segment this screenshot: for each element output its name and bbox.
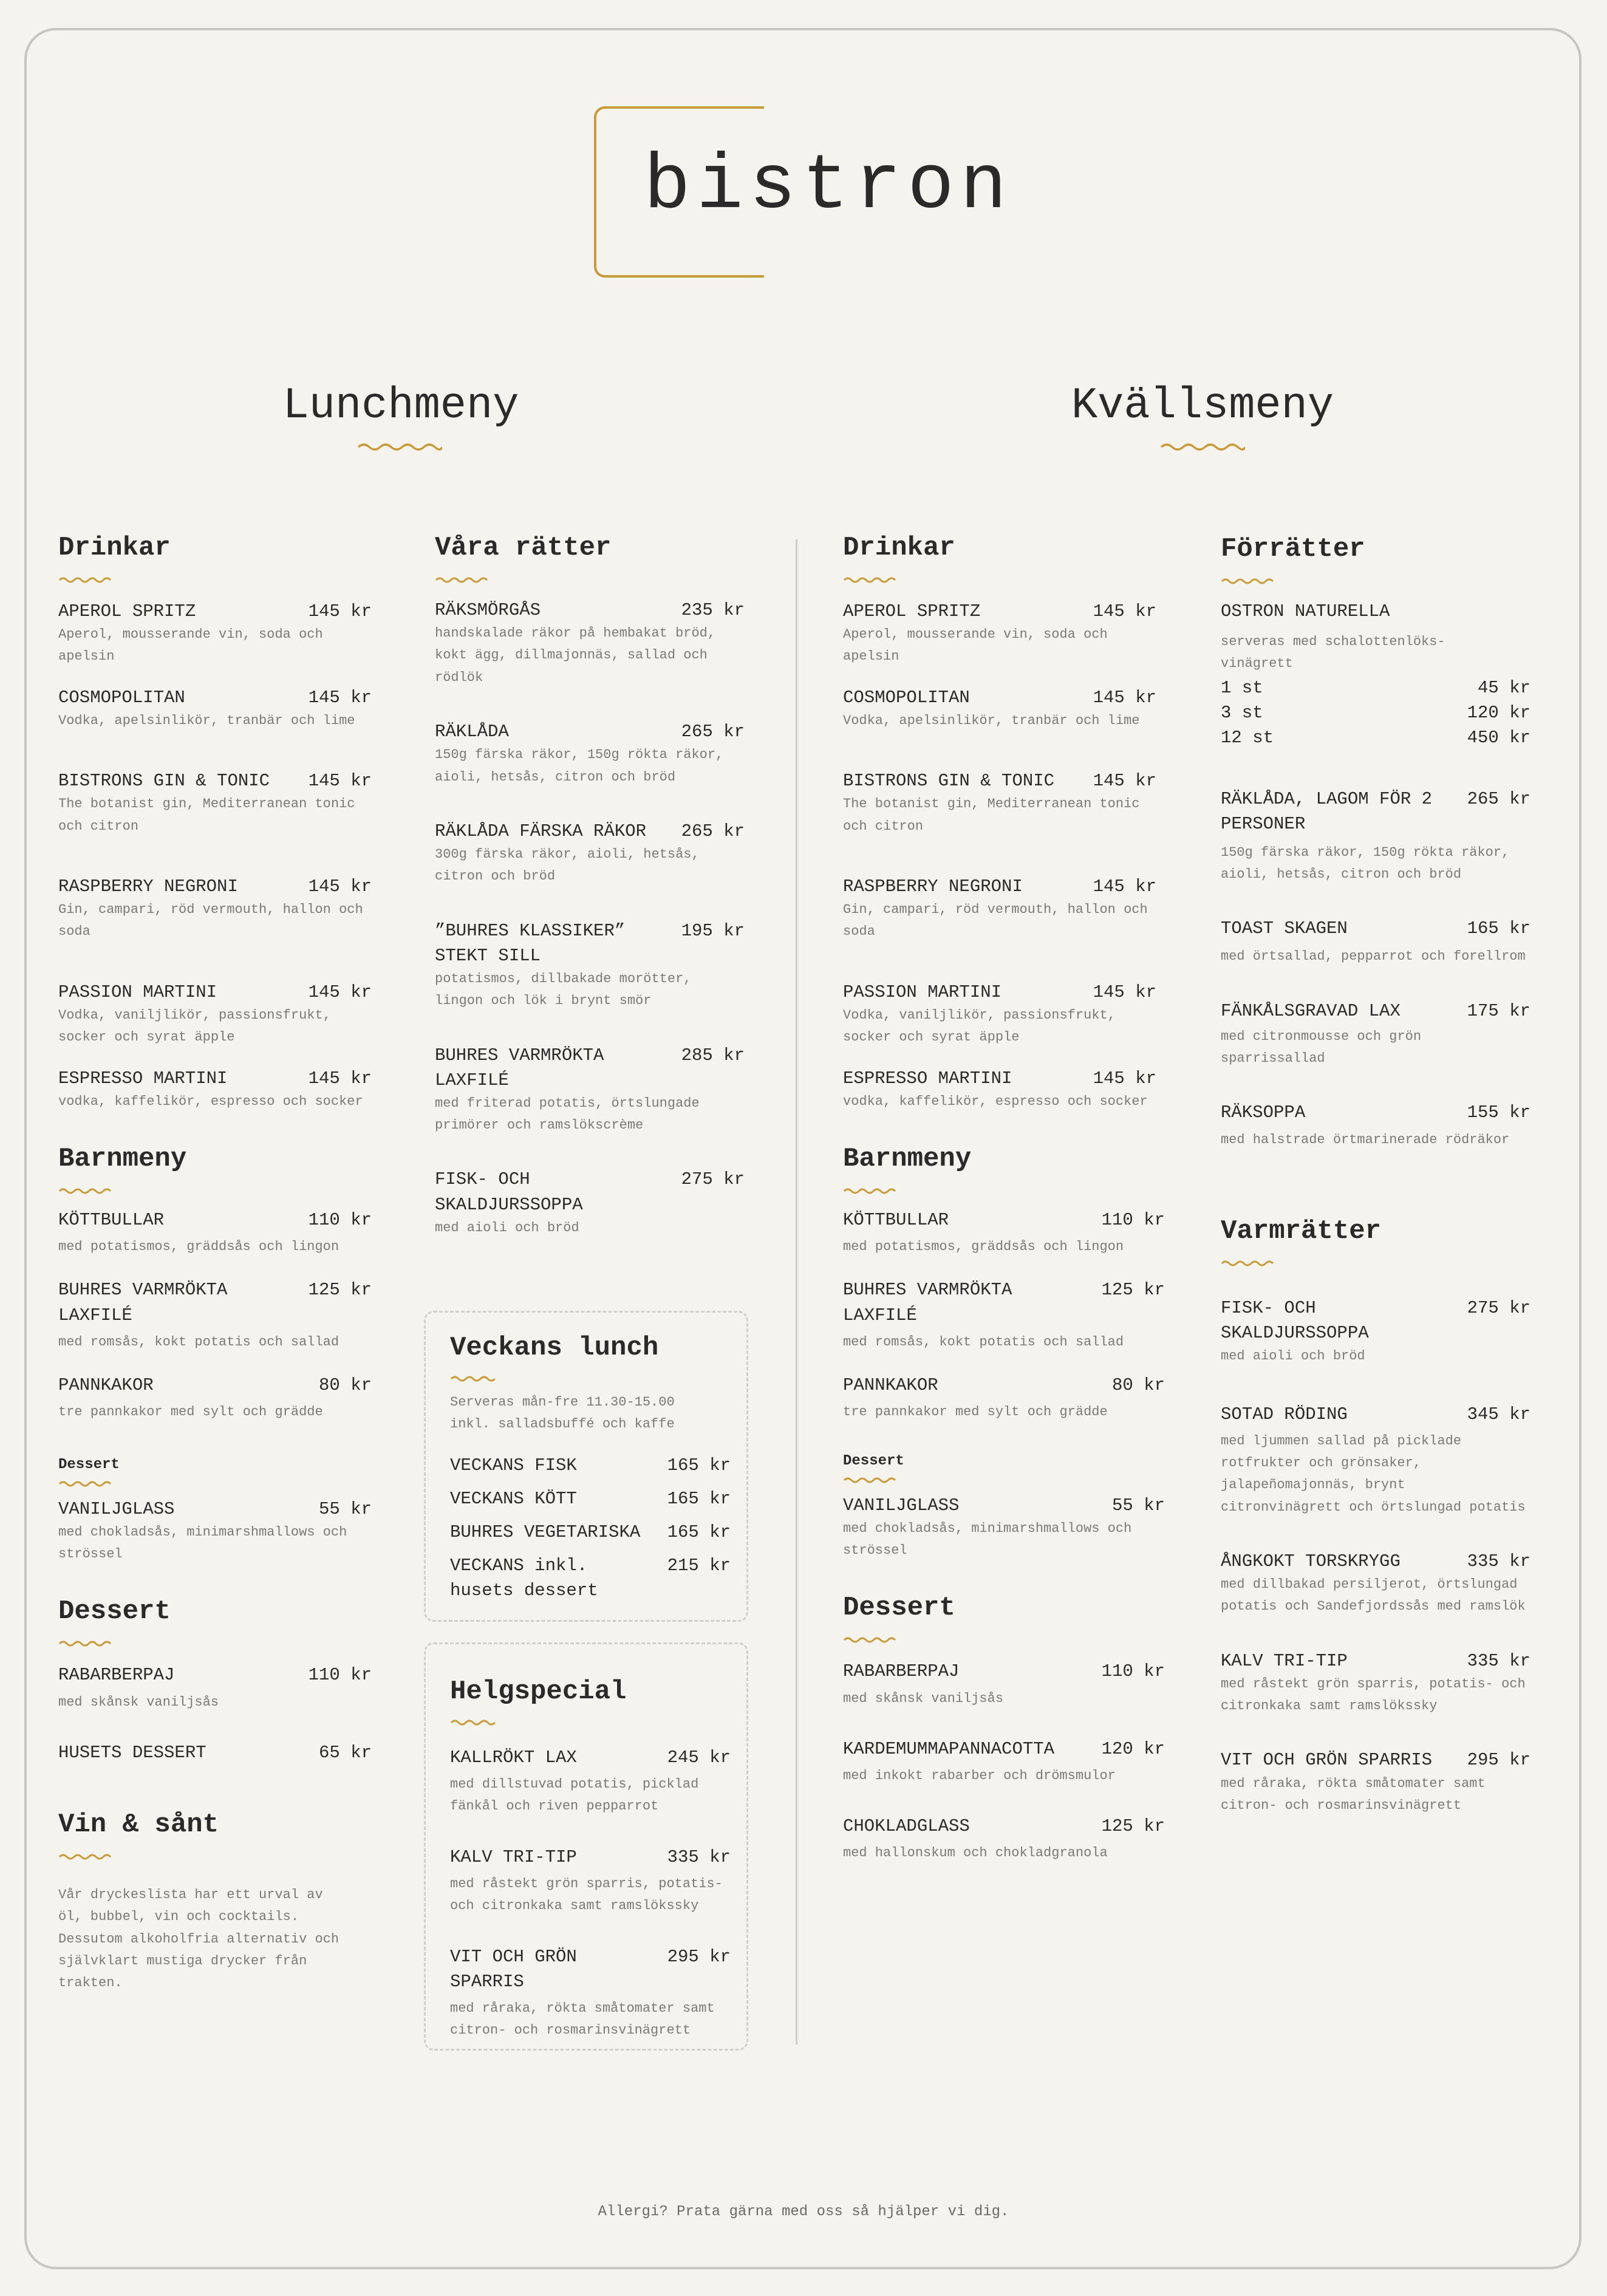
item-price: 245 kr bbox=[667, 1748, 731, 1768]
menu-item bbox=[843, 1493, 1165, 1562]
menu-item bbox=[1221, 1100, 1530, 1150]
section-title-ratter: Våra rätter bbox=[435, 533, 612, 563]
menu-item bbox=[843, 1373, 1165, 1423]
item-desc: 150g färska räkor, 150g rökta räkor, aioli, hetsås, citron och bröd bbox=[1221, 844, 1510, 882]
item-desc: Vodka, vaniljlikör, passionsfrukt, socker och syrat äpple bbox=[58, 1007, 331, 1045]
item-qty: 3 st bbox=[1221, 702, 1263, 723]
item-name: TOAST SKAGEN bbox=[1221, 918, 1348, 939]
item-desc: med aioli och bröd bbox=[1221, 1348, 1365, 1364]
ostron-item bbox=[1221, 599, 1530, 750]
item-name: CHOKLADGLASS bbox=[843, 1816, 970, 1837]
wave-icon bbox=[1221, 577, 1277, 586]
item-price: 295 kr bbox=[1467, 1750, 1530, 1771]
menu-item bbox=[450, 1845, 731, 1918]
item-name: KALLRÖKT LAX bbox=[450, 1748, 577, 1768]
item-price: 145 kr bbox=[1093, 687, 1156, 708]
item-name: RABARBERPAJ bbox=[58, 1665, 175, 1686]
item-desc: Gin, campari, röd vermouth, hallon och soda bbox=[843, 902, 1148, 940]
menu-item bbox=[450, 1453, 731, 1478]
item-price: 145 kr bbox=[308, 982, 372, 1002]
dinner-column-left bbox=[843, 535, 1165, 1865]
item-name: APEROL SPRITZ bbox=[58, 601, 196, 621]
lunch-column-right bbox=[435, 535, 745, 1239]
wave-icon bbox=[435, 576, 491, 584]
wave-icon bbox=[58, 1480, 114, 1488]
item-price: 275 kr bbox=[1467, 1297, 1530, 1318]
menu-item bbox=[843, 874, 1156, 943]
item-price: 450 kr bbox=[1467, 728, 1530, 748]
lunch-column-left bbox=[58, 535, 372, 1994]
item-price: 45 kr bbox=[1477, 677, 1530, 698]
item-name: RÄKLÅDA FÄRSKA RÄKOR bbox=[435, 821, 647, 841]
item-name: KÖTTBULLAR bbox=[843, 1210, 949, 1230]
item-desc: Vodka, apelsinlikör, tranbär och lime bbox=[843, 712, 1140, 728]
item-name: VECKANS inkl. husets dessert bbox=[450, 1556, 598, 1601]
item-desc: med örtsallad, pepparrot och forellrom bbox=[1221, 949, 1526, 965]
item-price: 145 kr bbox=[308, 771, 372, 791]
item-name: RASPBERRY NEGRONI bbox=[843, 876, 1023, 897]
item-desc: med skånsk vaniljsås bbox=[58, 1694, 219, 1710]
item-desc: tre pannkakor med sylt och grädde bbox=[843, 1404, 1108, 1420]
oyster-price-row bbox=[1221, 675, 1530, 700]
menu-item bbox=[450, 1486, 731, 1511]
item-desc: med potatismos, gräddsås och lingon bbox=[843, 1239, 1124, 1255]
menu-item bbox=[843, 1659, 1165, 1709]
item-price: 285 kr bbox=[681, 1045, 745, 1065]
item-name: KÖTTBULLAR bbox=[58, 1210, 165, 1230]
varmratter-list bbox=[1221, 1296, 1530, 1817]
section-title-barnmeny: Barnmeny bbox=[58, 1144, 187, 1174]
menu-item bbox=[435, 1167, 745, 1239]
item-desc: med hallonskum och chokladgranola bbox=[843, 1845, 1108, 1861]
item-name: ”BUHRES KLASSIKER” STEKT SILL bbox=[435, 920, 626, 966]
item-name: RÄKSOPPA bbox=[1221, 1102, 1306, 1123]
item-name: COSMOPOLITAN bbox=[843, 687, 970, 708]
menu-item bbox=[843, 980, 1156, 1049]
menu-item bbox=[58, 599, 372, 668]
item-name: PASSION MARTINI bbox=[843, 982, 1002, 1002]
menu-item bbox=[435, 819, 745, 888]
item-price: 265 kr bbox=[681, 821, 745, 841]
item-qty: 1 st bbox=[1221, 677, 1263, 698]
wave-icon bbox=[843, 1636, 899, 1644]
item-price: 215 kr bbox=[667, 1556, 731, 1576]
item-price: 195 kr bbox=[681, 920, 745, 941]
item-desc: med romsås, kokt potatis och sallad bbox=[58, 1334, 339, 1350]
item-price: 335 kr bbox=[1467, 1650, 1530, 1671]
item-price: 145 kr bbox=[308, 601, 372, 621]
item-name: VECKANS FISK bbox=[450, 1455, 577, 1475]
item-price: 145 kr bbox=[308, 876, 372, 897]
item-price: 145 kr bbox=[1093, 771, 1156, 791]
item-desc: The botanist gin, Mediterranean tonic och citron bbox=[58, 796, 355, 834]
barnmeny-list bbox=[58, 1208, 372, 1424]
wave-icon bbox=[450, 1375, 499, 1383]
item-desc: vodka, kaffelikör, espresso och socker bbox=[843, 1093, 1148, 1109]
item-price: 175 kr bbox=[1467, 1000, 1530, 1021]
menu-item bbox=[1221, 1649, 1530, 1718]
menu-item bbox=[1221, 1748, 1530, 1817]
item-name: PASSION MARTINI bbox=[58, 982, 217, 1002]
item-desc: med potatismos, gräddsås och lingon bbox=[58, 1239, 339, 1255]
item-name: PANNKAKOR bbox=[58, 1375, 154, 1396]
item-desc: med skånsk vaniljsås bbox=[843, 1690, 1004, 1706]
wave-icon bbox=[450, 1718, 499, 1727]
item-name: KALV TRI-TIP bbox=[450, 1847, 577, 1867]
weekend-special-list bbox=[450, 1745, 731, 2041]
item-price: 165 kr bbox=[667, 1488, 731, 1509]
weekly-lunch-list bbox=[450, 1453, 731, 1604]
item-price: 335 kr bbox=[1467, 1551, 1530, 1571]
item-name: APEROL SPRITZ bbox=[843, 601, 981, 621]
menu-item bbox=[843, 1737, 1165, 1787]
forratter-list bbox=[1221, 787, 1530, 1151]
section-title-dessert: Dessert bbox=[58, 1596, 171, 1627]
weekend-special-title: Helgspecial bbox=[450, 1676, 627, 1707]
menu-item bbox=[843, 1814, 1165, 1864]
item-desc: Vodka, apelsinlikör, tranbär och lime bbox=[58, 712, 355, 728]
item-name: PANNKAKOR bbox=[843, 1375, 938, 1396]
item-name: COSMOPOLITAN bbox=[58, 687, 185, 708]
item-desc: med dillbakad persiljerot, örtslungad potatis och Sandefjordssås med ramslök bbox=[1221, 1577, 1526, 1614]
item-price: 165 kr bbox=[667, 1455, 731, 1475]
item-desc: med citronmousse och grön sparrissallad bbox=[1221, 1028, 1422, 1067]
item-desc: med ljummen sallad på picklade rotfrukter och grönsaker, jalapeñomajonnäs, brynt citronvinägrett och örtslungad potatis bbox=[1221, 1433, 1526, 1515]
item-desc: Aperol, mousserande vin, soda och apelsin bbox=[843, 627, 1108, 665]
menu-item bbox=[450, 1553, 731, 1603]
weekend-special-box bbox=[424, 1642, 748, 2051]
menu-item bbox=[58, 1277, 372, 1353]
item-name: RASPBERRY NEGRONI bbox=[58, 876, 238, 897]
oyster-price-row bbox=[1221, 700, 1530, 725]
item-name: BUHRES VARMRÖKTA LAXFILÉ bbox=[843, 1280, 1012, 1325]
item-price: 265 kr bbox=[1467, 789, 1530, 810]
menu-item bbox=[1221, 787, 1530, 886]
item-price: 165 kr bbox=[667, 1522, 731, 1542]
item-price: 235 kr bbox=[681, 600, 745, 620]
item-name: BUHRES VARMRÖKTA LAXFILÉ bbox=[435, 1045, 604, 1090]
item-price: 345 kr bbox=[1467, 1404, 1530, 1424]
item-desc: med inkokt rabarber och drömsmulor bbox=[843, 1768, 1116, 1783]
menu-item bbox=[1221, 1296, 1530, 1368]
item-name: FÄNKÅLSGRAVAD LAX bbox=[1221, 1000, 1401, 1021]
menu-item bbox=[435, 1043, 745, 1137]
item-price: 65 kr bbox=[318, 1742, 372, 1763]
item-price: 145 kr bbox=[308, 687, 372, 708]
menu-item bbox=[58, 768, 372, 838]
item-price: 145 kr bbox=[1093, 1068, 1156, 1088]
menu-item bbox=[843, 599, 1156, 668]
item-desc: med råraka, rökta småtomater samt citron- och rosmarinsvinägrett bbox=[1221, 1775, 1486, 1813]
wave-icon bbox=[58, 576, 114, 584]
item-price: 335 kr bbox=[667, 1847, 731, 1867]
item-price: 120 kr bbox=[1101, 1738, 1165, 1759]
item-name: BISTRONS GIN & TONIC bbox=[843, 771, 1055, 791]
section-title-dessert: Dessert bbox=[843, 1593, 955, 1624]
item-name: HUSETS DESSERT bbox=[58, 1742, 206, 1763]
wave-icon bbox=[58, 1639, 114, 1648]
menu-item bbox=[843, 685, 1156, 732]
subsection-title-dessert: Dessert bbox=[58, 1456, 120, 1473]
menu-item bbox=[58, 1066, 372, 1113]
menu-item bbox=[435, 918, 745, 1013]
item-desc: med råstekt grön sparris, potatis- och citronkaka samt ramslökssky bbox=[1221, 1676, 1526, 1714]
item-price: 55 kr bbox=[1111, 1495, 1165, 1515]
wave-icon bbox=[843, 576, 899, 584]
menu-item bbox=[58, 1208, 372, 1258]
menu-item bbox=[58, 1373, 372, 1423]
item-qty: 12 st bbox=[1221, 728, 1274, 748]
menu-item bbox=[843, 768, 1156, 838]
vin-description: Vår dryckeslista har ett urval av öl, bubbel, vin och cocktails. Dessutom alkoholfria alternativ och självklart mustiga drycker från trakten. bbox=[58, 1887, 339, 1991]
item-desc: med romsås, kokt potatis och sallad bbox=[843, 1334, 1124, 1350]
item-name: FISK- OCH SKALDJURSSOPPA bbox=[435, 1169, 583, 1215]
item-price: 125 kr bbox=[1101, 1280, 1165, 1300]
item-name: VECKANS KÖTT bbox=[450, 1488, 577, 1509]
item-name: ESPRESSO MARTINI bbox=[58, 1068, 228, 1088]
item-price: 110 kr bbox=[1101, 1661, 1165, 1682]
weekly-lunch-title: Veckans lunch bbox=[450, 1333, 659, 1363]
section-title-barnmeny: Barnmeny bbox=[843, 1144, 972, 1174]
column-divider bbox=[796, 539, 797, 2045]
section-title-varmratter: Varmrätter bbox=[1221, 1215, 1382, 1246]
item-name: OSTRON NATURELLA bbox=[1221, 601, 1390, 621]
dessert-list bbox=[58, 1662, 372, 1765]
item-name: ESPRESSO MARTINI bbox=[843, 1068, 1012, 1088]
item-name: KARDEMUMMAPANNACOTTA bbox=[843, 1738, 1055, 1759]
dessert-list bbox=[843, 1659, 1165, 1864]
item-desc: med chokladsås, minimarshmallows och strössel bbox=[58, 1524, 347, 1562]
section-title-drinkar: Drinkar bbox=[58, 533, 171, 563]
wave-icon bbox=[58, 1853, 114, 1861]
item-name: VIT OCH GRÖN SPARRIS bbox=[1221, 1750, 1433, 1771]
menu-item bbox=[843, 1277, 1165, 1353]
item-price: 275 kr bbox=[681, 1169, 745, 1190]
menu-item bbox=[843, 1066, 1156, 1113]
item-price: 165 kr bbox=[1467, 918, 1530, 939]
menu-item bbox=[1221, 1549, 1530, 1618]
brand-logo: bistron bbox=[644, 143, 1013, 231]
barnmeny-list bbox=[843, 1208, 1165, 1424]
item-desc: Gin, campari, röd vermouth, hallon och soda bbox=[58, 902, 363, 940]
item-desc: 150g färska räkor, 150g rökta räkor, aioli, hetsås, citron och bröd bbox=[435, 747, 724, 785]
section-title-vin: Vin & sånt bbox=[58, 1809, 219, 1840]
allergy-footer: Allergi? Prata gärna med oss så hjälper vi dig. bbox=[598, 2204, 1009, 2220]
drinkar-list bbox=[58, 599, 372, 1113]
menu-item bbox=[58, 1740, 372, 1765]
item-name: SOTAD RÖDING bbox=[1221, 1404, 1348, 1424]
menu-item bbox=[450, 1520, 731, 1545]
dinner-menu-title: Kvällsmeny bbox=[1071, 381, 1334, 431]
item-name: RÄKSMÖRGÅS bbox=[435, 600, 541, 620]
item-desc: potatismos, dillbakade morötter, lingon och lök i brynt smör bbox=[435, 971, 692, 1009]
oyster-price-row bbox=[1221, 725, 1530, 750]
menu-item bbox=[1221, 916, 1530, 968]
menu-item bbox=[58, 685, 372, 732]
item-name: BISTRONS GIN & TONIC bbox=[58, 771, 270, 791]
item-price: 125 kr bbox=[1101, 1816, 1165, 1837]
menu-item bbox=[58, 1662, 372, 1713]
ratter-list bbox=[435, 598, 745, 1239]
item-desc: med dillstuvad potatis, picklad fänkål och riven pepparrot bbox=[450, 1777, 699, 1814]
menu-item bbox=[1221, 999, 1530, 1070]
item-price: 110 kr bbox=[308, 1210, 372, 1230]
item-name: RABARBERPAJ bbox=[843, 1661, 960, 1682]
item-price: 265 kr bbox=[681, 722, 745, 742]
item-desc: Aperol, mousserande vin, soda och apelsin bbox=[58, 627, 323, 665]
menu-item bbox=[58, 1497, 372, 1566]
item-name: KALV TRI-TIP bbox=[1221, 1650, 1348, 1671]
item-price: 120 kr bbox=[1467, 702, 1530, 723]
item-price: 155 kr bbox=[1467, 1102, 1530, 1123]
wave-icon bbox=[58, 1187, 114, 1195]
item-name: ÅNGKOKT TORSKRYGG bbox=[1221, 1551, 1401, 1571]
item-price: 80 kr bbox=[318, 1375, 372, 1396]
item-name: VANILJGLASS bbox=[843, 1495, 960, 1515]
menu-item bbox=[435, 719, 745, 788]
wave-icon bbox=[1221, 1259, 1277, 1268]
section-title-forratter: Förrätter bbox=[1221, 534, 1365, 564]
weekly-lunch-box bbox=[424, 1311, 748, 1622]
item-desc: serveras med schalottenlöks-vinägrett bbox=[1221, 634, 1445, 672]
menu-item bbox=[1221, 1402, 1530, 1519]
item-name: FISK- OCH SKALDJURSSOPPA bbox=[1221, 1297, 1369, 1344]
item-price: 145 kr bbox=[1093, 876, 1156, 897]
wave-divider bbox=[357, 442, 442, 453]
menu-item bbox=[435, 598, 745, 689]
item-price: 110 kr bbox=[1101, 1210, 1165, 1230]
item-name: BUHRES VEGETARISKA bbox=[450, 1522, 641, 1542]
menu-item bbox=[58, 980, 372, 1049]
drinkar-list bbox=[843, 599, 1156, 1113]
wave-icon bbox=[843, 1187, 899, 1195]
item-name: VANILJGLASS bbox=[58, 1498, 175, 1519]
weekly-lunch-subtitle: Serveras mån-fre 11.30-15.00 inkl. salladsbuffé och kaffe bbox=[450, 1395, 675, 1432]
item-desc: med halstrade örtmarinerade rödräkor bbox=[1221, 1132, 1510, 1147]
lunch-menu-title: Lunchmeny bbox=[282, 381, 519, 431]
item-desc: vodka, kaffelikör, espresso och socker bbox=[58, 1093, 363, 1109]
item-price: 295 kr bbox=[667, 1946, 731, 1967]
wave-divider bbox=[1160, 442, 1245, 453]
item-name: RÄKLÅDA bbox=[435, 722, 509, 742]
item-desc: med råraka, rökta småtomater samt citron- och rosmarinsvinägrett bbox=[450, 2000, 715, 2038]
section-title-drinkar: Drinkar bbox=[843, 533, 955, 563]
item-desc: The botanist gin, Mediterranean tonic och citron bbox=[843, 796, 1140, 834]
menu-item bbox=[450, 1745, 731, 1818]
item-price: 55 kr bbox=[318, 1498, 372, 1519]
subsection-title-dessert: Dessert bbox=[843, 1452, 904, 1469]
item-desc: med friterad potatis, örtslungade primörer och ramslökscrème bbox=[435, 1095, 700, 1133]
item-price: 125 kr bbox=[308, 1280, 372, 1300]
item-desc: Vodka, vaniljlikör, passionsfrukt, socker och syrat äpple bbox=[843, 1007, 1116, 1045]
item-price: 80 kr bbox=[1111, 1375, 1165, 1396]
item-desc: 300g färska räkor, aioli, hetsås, citron och bröd bbox=[435, 847, 700, 884]
item-desc: handskalade räkor på hembakat bröd, kokt ägg, dillmajonnäs, sallad och rödlök bbox=[435, 626, 716, 685]
item-price: 145 kr bbox=[1093, 601, 1156, 621]
dinner-column-right bbox=[1221, 536, 1530, 1817]
item-price: 145 kr bbox=[1093, 982, 1156, 1002]
item-price: 110 kr bbox=[308, 1665, 372, 1686]
item-desc: med råstekt grön sparris, potatis- och citronkaka samt ramslökssky bbox=[450, 1876, 723, 1914]
item-desc: med chokladsås, minimarshmallows och strössel bbox=[843, 1520, 1132, 1559]
item-name: VIT OCH GRÖN SPARRIS bbox=[450, 1946, 577, 1992]
menu-item bbox=[450, 1944, 731, 2042]
wave-icon bbox=[843, 1476, 899, 1485]
item-name: RÄKLÅDA, LAGOM FÖR 2 PERSONER bbox=[1221, 789, 1433, 835]
menu-item bbox=[58, 874, 372, 943]
menu-item bbox=[843, 1208, 1165, 1258]
item-price: 145 kr bbox=[308, 1068, 372, 1088]
item-desc: tre pannkakor med sylt och grädde bbox=[58, 1404, 323, 1420]
item-name: BUHRES VARMRÖKTA LAXFILÉ bbox=[58, 1280, 228, 1325]
item-desc: med aioli och bröd bbox=[435, 1220, 579, 1235]
